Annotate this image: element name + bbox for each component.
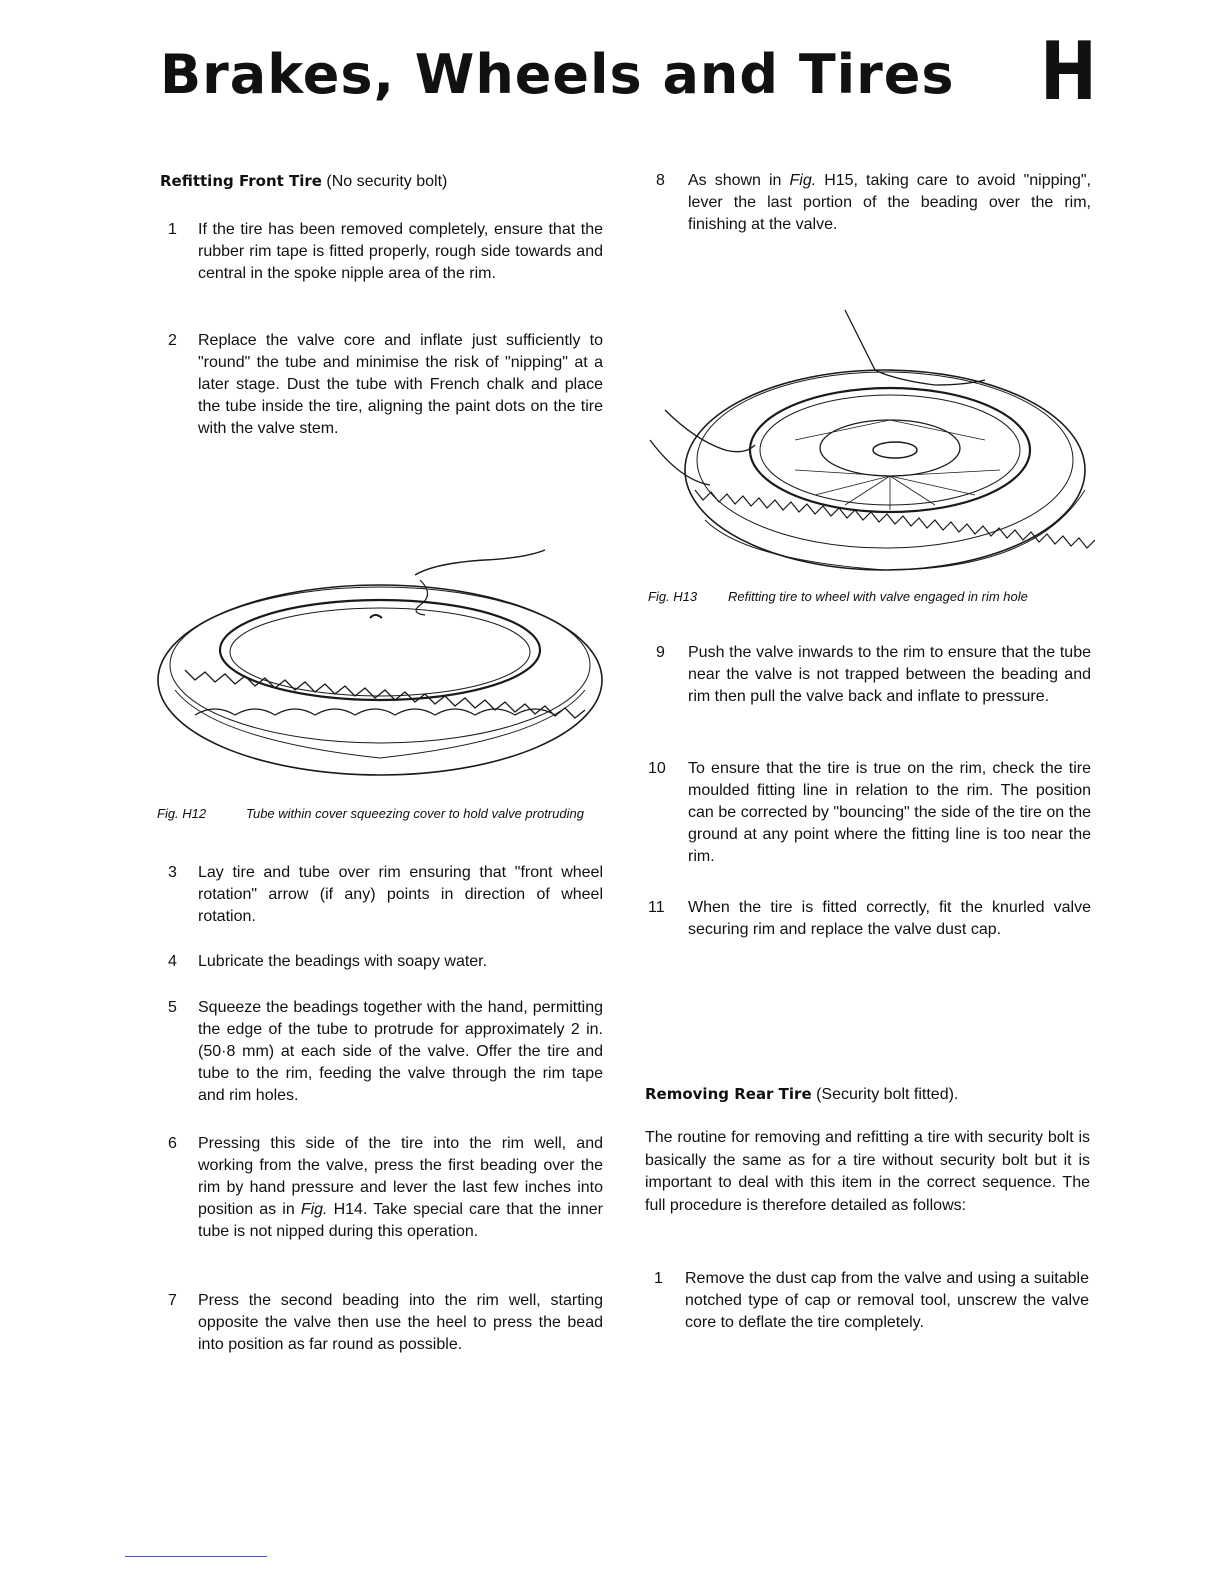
step-number: 1 [654,1270,663,1287]
front-heading-bold: Refitting Front Tire [160,172,322,190]
step-text: Push the valve inwards to the rim to ensure that the tube near the valve is not trapped between the beading and rim then pull the valve back and inflate to pressure. [688,644,1091,705]
step-number: 9 [656,644,665,661]
front-tire-heading [160,170,620,193]
tire-wheel-illustration-icon [645,300,1095,578]
figure-h13 [645,300,1095,578]
step-text: Lay tire and tube over rim ensuring that "front wheel rotation" arrow (if any) points in direction of wheel rotation. [198,864,603,925]
figure-caption: Refitting tire to wheel with valve engaged in rim hole [728,589,1028,604]
figure-h13-caption [648,588,1098,606]
rear-heading-rest: (Security bolt fitted). [811,1086,959,1103]
footer-rule [125,1556,267,1557]
step-number: 4 [168,953,177,970]
tire-tube-illustration-icon [155,540,605,785]
step-number: 10 [648,760,666,777]
step-text: Remove the dust cap from the valve and using a suitable notched type of cap or removal tool, unscrew the valve core to deflate the tire completely. [685,1270,1089,1331]
step-number: 1 [168,221,177,238]
step-number: 2 [168,332,177,349]
step-text: As shown in Fig. H15, taking care to avoid "nipping", lever the last portion of the beading over the rim, finishing at the valve. [688,172,1091,233]
section-letter: H [1040,25,1097,118]
figure-label: Fig. H13 [648,589,698,604]
figure-caption: Tube within cover squeezing cover to hold valve protruding [246,806,584,821]
step-text: Lubricate the beadings with soapy water. [198,953,488,970]
figure-h12-caption [157,805,607,841]
step-text: When the tire is fitted correctly, fit the knurled valve securing rim and replace the valve dust cap. [688,899,1091,938]
step-text: To ensure that the tire is true on the rim, check the tire moulded fitting line in relation to the rim. The position can be corrected by "bouncing" the side of the tire on the ground at any point where the fitting line is too near the rim. [688,760,1091,865]
step-text: Replace the valve core and inflate just sufficiently to "round" the tube and minimise the risk of "nipping" at a later stage. Dust the tube with French chalk and place the tube inside the tire, aligning the paint dots on the tire with the valve stem. [198,332,603,437]
front-heading-rest: (No security bolt) [321,173,448,190]
step-number: 3 [168,864,177,881]
step-number: 7 [168,1292,177,1309]
step-number: 5 [168,999,177,1016]
figure-label: Fig. H12 [157,806,207,821]
page-title: Brakes, Wheels and Tires [160,43,955,106]
step-text: Squeeze the beadings together with the hand, permitting the edge of the tube to protrude for approximately 2 in. (50·8 mm) at each side of the valve. Offer the tire and tube to the rim, feeding the valve through the rim tape and rim holes. [198,999,603,1104]
step-number: 6 [168,1135,177,1152]
step-text: Press the second beading into the rim well, starting opposite the valve then use the heel to press the bead into position as far round as possible. [198,1292,603,1353]
step-text: Pressing this side of the tire into the rim well, and working from the valve, press the first beading over the rim by hand pressure and lever the last few inches into position as in Fig. H14. Take special care that the inner tube is not nipped during this operation. [198,1135,603,1240]
step-number: 8 [656,172,665,189]
rear-tire-heading [645,1083,1095,1106]
step-text: If the tire has been removed completely, ensure that the rubber rim tape is fitted properly, rough side towards and central in the spoke nipple area of the rim. [198,221,603,282]
step-number: 11 [648,899,665,916]
rear-intro-paragraph: The routine for removing and refitting a tire with security bolt is basically the same as for a tire without security bolt but it is important to deal with this item in the correct sequence. The full procedure is therefore detailed as follows: [645,1129,1090,1214]
rear-heading-bold: Removing Rear Tire [645,1085,812,1103]
figure-h12 [155,540,605,785]
